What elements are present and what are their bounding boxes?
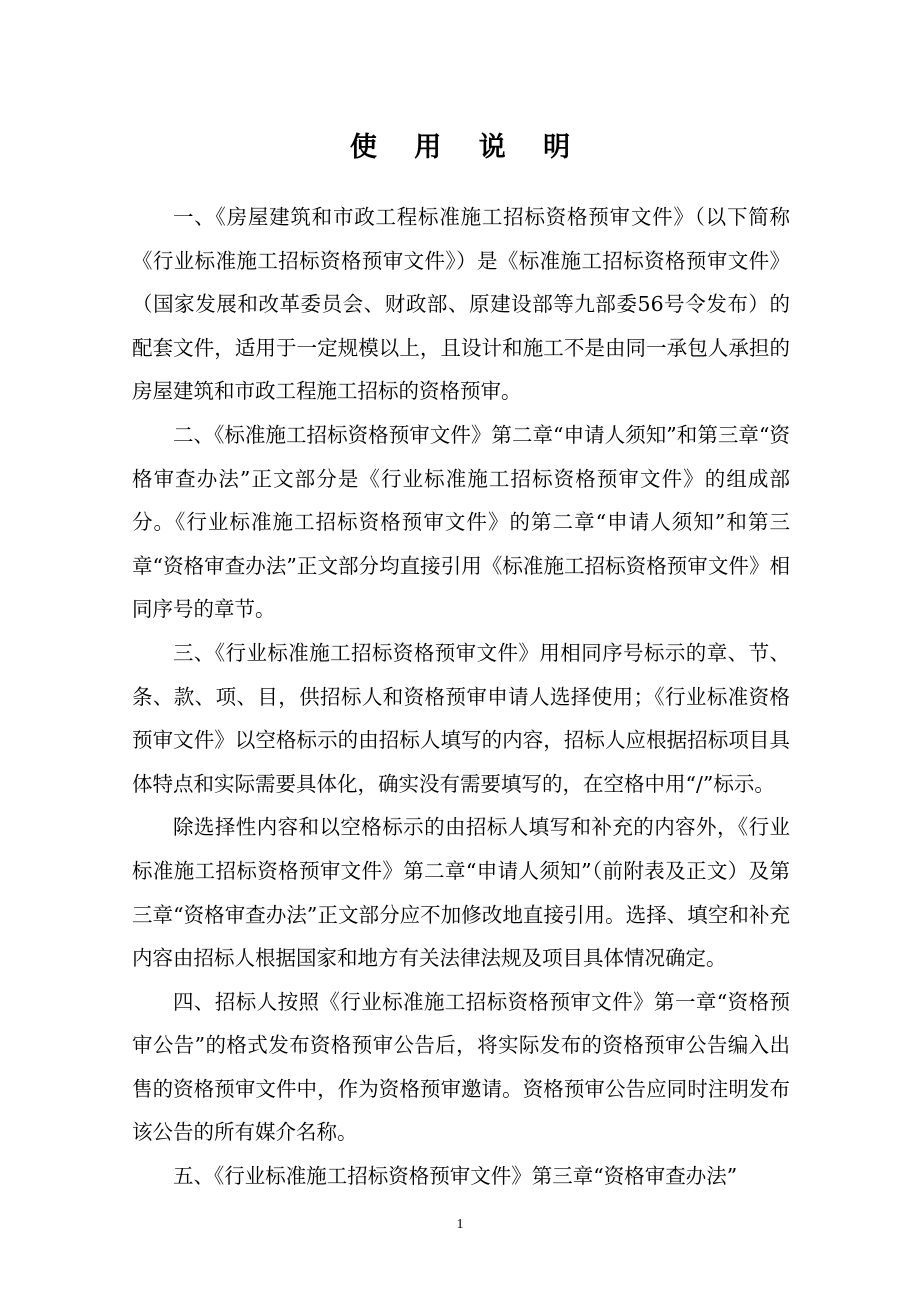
page-title: 使 用 说 明 bbox=[349, 132, 585, 163]
paragraph-4: 除选择性内容和以空格标示的由招标人填写和补充的内容外，《行业标准施工招标资格预审文件》第二章“申请人须知”（前附表及正文）及第三章“资格审查办法”正文部分应不加修改地直接引用。选择、填空和补充内容由招标人根据国家和地方有关法律法规及项目具体情况确定。 bbox=[132, 815, 790, 971]
paragraph-3: 三、《行业标准施工招标资格预审文件》用相同序号标示的章、节、条、款、项、目，供招标人和资格预审申请人选择使用；《行业标准资格预审文件》以空格标示的由招标人填写的内容，招标人应根据招标项目具体特点和实际需要具体化，确实没有需要填写的，在空格中用“/”标示。 bbox=[132, 640, 790, 796]
page-number: 1 bbox=[456, 1217, 464, 1232]
paragraph-2: 二、《标准施工招标资格预审文件》第二章“申请人须知”和第三章“资格审查办法”正文部分是《行业标准施工招标资格预审文件》的组成部分。《行业标准施工招标资格预审文件》的第二章“申请人须知”和第三章“资格审查办法”正文部分均直接引用《标准施工招标资格预审文件》相同序号的章节。 bbox=[132, 422, 790, 622]
paragraph-6: 五、《行业标准施工招标资格预审文件》第三章“资格审查办法” bbox=[173, 1164, 738, 1189]
document-body bbox=[132, 196, 790, 1199]
paragraph-1: 一、《房屋建筑和市政工程标准施工招标资格预审文件》（以下简称《行业标准施工招标资格预审文件》）是《标准施工招标资格预审文件》（国家发展和改革委员会、财政部、原建设部等九部委56号令发布）的配套文件，适用于一定规模以上，且设计和施工不是由同一承包人承担的房屋建筑和市政工程施工招标的资格预审。 bbox=[132, 205, 790, 404]
paragraph-5: 四、招标人按照《行业标准施工招标资格预审文件》第一章“资格预审公告”的格式发布资格预审公告后，将实际发布的资格预审公告编入出售的资格预审文件中，作为资格预审邀请。资格预审公告应同时注明发布该公告的所有媒介名称。 bbox=[132, 989, 790, 1145]
